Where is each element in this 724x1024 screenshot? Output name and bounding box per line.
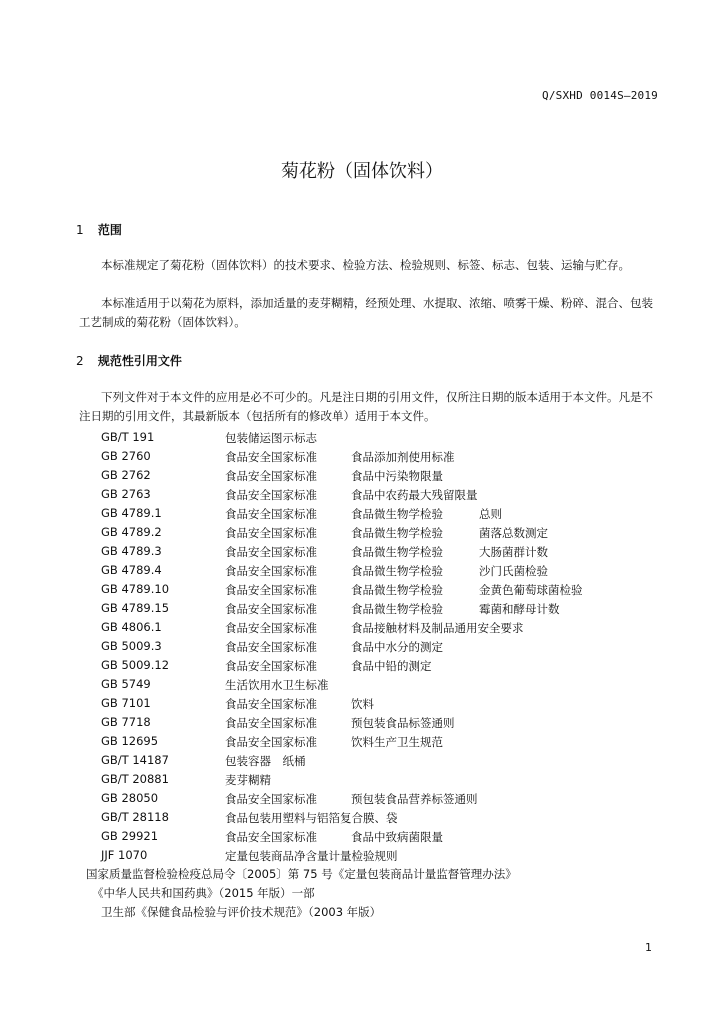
ref-title: 饮料生产卫生规范 [351, 735, 443, 749]
reference-row [101, 639, 681, 658]
ref-code: GB 4806.1 [101, 620, 162, 634]
reference-row [101, 601, 681, 620]
ref-code: GB 5009.3 [101, 639, 162, 653]
ref-part: 霉菌和酵母计数 [479, 602, 560, 616]
ref-title: 食品中铅的测定 [351, 659, 432, 673]
ref-category: 食品安全国家标准 [225, 830, 317, 844]
ref-code: GB 2760 [101, 449, 151, 463]
ref-title: 食品添加剂使用标准 [351, 450, 455, 464]
ref-title: 食品微生物学检验 [351, 545, 443, 559]
ref-title: 食品微生物学检验 [351, 564, 443, 578]
section-2-title: 规范性引用文件 [97, 354, 182, 368]
ref-part: 大肠菌群计数 [479, 545, 548, 559]
reference-row [101, 810, 681, 829]
ref-category: 食品安全国家标准 [225, 507, 317, 521]
ref-title: 食品中农药最大残留限量 [351, 488, 478, 502]
reference-row [101, 791, 681, 810]
ref-title: 饮料 [351, 697, 374, 711]
ref-category: 食品安全国家标准 [225, 545, 317, 559]
ref-title: 预包装食品标签通则 [351, 716, 455, 730]
section-2-number: 2 [76, 354, 84, 368]
ref-code: GB 7718 [101, 715, 151, 729]
section-1-number: 1 [76, 223, 84, 237]
reference-row [101, 772, 681, 791]
ref-part: 菌落总数测定 [479, 526, 548, 540]
ref-category: 食品安全国家标准 [225, 469, 317, 483]
ref-code: GB 12695 [101, 734, 159, 748]
ref-title: 食品微生物学检验 [351, 583, 443, 597]
reference-row [101, 525, 681, 544]
document-title: 菊花粉（固体饮料） [281, 161, 443, 182]
ref-code: GB 2762 [101, 468, 151, 482]
reference-row [101, 848, 681, 867]
section-1-heading [76, 221, 122, 238]
ref-code: GB/T 191 [101, 430, 155, 444]
ref-category: 食品安全国家标准 [225, 564, 317, 578]
reference-extra-1: 国家质量监督检验检疫总局令〔2005〕第 75 号《定量包装商品计量监督管理办法》 [86, 867, 517, 881]
ref-category: 食品安全国家标准 [225, 621, 317, 635]
ref-title: 食品中污染物限量 [351, 469, 443, 483]
reference-list [101, 430, 681, 867]
ref-category: 包装储运图示标志 [225, 431, 317, 445]
reference-row [101, 468, 681, 487]
ref-part: 总则 [479, 507, 502, 521]
section-1-title: 范围 [97, 223, 122, 237]
reference-row [101, 430, 681, 449]
ref-code: JJF 1070 [101, 848, 148, 862]
ref-title: 食品微生物学检验 [351, 507, 443, 521]
ref-title: 食品微生物学检验 [351, 602, 443, 616]
ref-part: 金黄色葡萄球菌检验 [479, 583, 583, 597]
ref-category: 食品安全国家标准 [225, 640, 317, 654]
ref-title: 食品中致病菌限量 [351, 830, 443, 844]
ref-code: GB 29921 [101, 829, 159, 843]
ref-category: 食品安全国家标准 [225, 488, 317, 502]
ref-code: GB 28050 [101, 791, 159, 805]
ref-category: 定量包装商品净含量计量检验规则 [225, 849, 398, 863]
ref-code: GB 4789.4 [101, 563, 162, 577]
ref-title: 食品中水分的测定 [351, 640, 443, 654]
ref-category: 食品安全国家标准 [225, 792, 317, 806]
reference-extra-2: 《中华人民共和国药典》（2015 年版）一部 [92, 886, 315, 900]
ref-category: 食品安全国家标准 [225, 735, 317, 749]
ref-category: 食品安全国家标准 [225, 697, 317, 711]
ref-category: 食品安全国家标准 [225, 450, 317, 464]
reference-row [101, 563, 681, 582]
ref-category: 包装容器 纸桶 [225, 754, 306, 768]
ref-category: 食品安全国家标准 [225, 526, 317, 540]
reference-row [101, 620, 681, 639]
reference-row [101, 582, 681, 601]
ref-code: GB/T 14187 [101, 753, 169, 767]
ref-code: GB 4789.1 [101, 506, 162, 520]
ref-category: 生活饮用水卫生标准 [225, 678, 329, 692]
reference-row [101, 829, 681, 848]
document-code: Q/SXHD 0014S—2019 [542, 89, 658, 102]
ref-code: GB 4789.3 [101, 544, 162, 558]
reference-row [101, 753, 681, 772]
reference-row [101, 658, 681, 677]
ref-category: 食品安全国家标准 [225, 659, 317, 673]
ref-code: GB 4789.10 [101, 582, 170, 596]
ref-code: GB 7101 [101, 696, 151, 710]
ref-code: GB 4789.15 [101, 601, 170, 615]
ref-category: 食品包装用塑料与铝箔复合膜、袋 [225, 811, 398, 825]
ref-category: 食品安全国家标准 [225, 583, 317, 597]
page-number: 1 [645, 941, 652, 954]
ref-code: GB 5009.12 [101, 658, 170, 672]
ref-title: 预包装食品营养标签通则 [351, 792, 478, 806]
ref-code: GB/T 20881 [101, 772, 169, 786]
ref-code: GB 4789.2 [101, 525, 162, 539]
ref-code: GB 5749 [101, 677, 151, 691]
ref-title: 食品微生物学检验 [351, 526, 443, 540]
section-1-paragraph-1: 本标准规定了菊花粉（固体饮料）的技术要求、检验方法、检验规则、标签、标志、包装、运输与贮存。 [101, 258, 630, 272]
reference-row [101, 696, 681, 715]
section-2-heading [76, 352, 182, 369]
reference-row [101, 544, 681, 563]
ref-category: 食品安全国家标准 [225, 716, 317, 730]
ref-title: 食品接触材料及制品通用安全要求 [351, 621, 524, 635]
reference-row [101, 449, 681, 468]
ref-code: GB/T 28118 [101, 810, 169, 824]
reference-row [101, 506, 681, 525]
reference-row [101, 677, 681, 696]
section-2-intro: 下列文件对于本文件的应用是必不可少的。凡是注日期的引用文件，仅所注日期的版本适用于本文件。凡是不注日期的引用文件，其最新版本（包括所有的修改单）适用于本文件。 [79, 390, 653, 423]
ref-category: 食品安全国家标准 [225, 602, 317, 616]
reference-row [101, 734, 681, 753]
ref-category: 麦芽糊精 [225, 773, 271, 787]
reference-extra-3: 卫生部《保健食品检验与评价技术规范》（2003 年版） [101, 905, 382, 919]
ref-code: GB 2763 [101, 487, 151, 501]
ref-part: 沙门氏菌检验 [479, 564, 548, 578]
section-1-paragraph-2: 本标准适用于以菊花为原料，添加适量的麦芽糊精，经预处理、水提取、浓缩、喷雾干燥、粉碎、混合、包装工艺制成的菊花粉（固体饮料）。 [79, 296, 653, 329]
reference-row [101, 715, 681, 734]
reference-row [101, 487, 681, 506]
